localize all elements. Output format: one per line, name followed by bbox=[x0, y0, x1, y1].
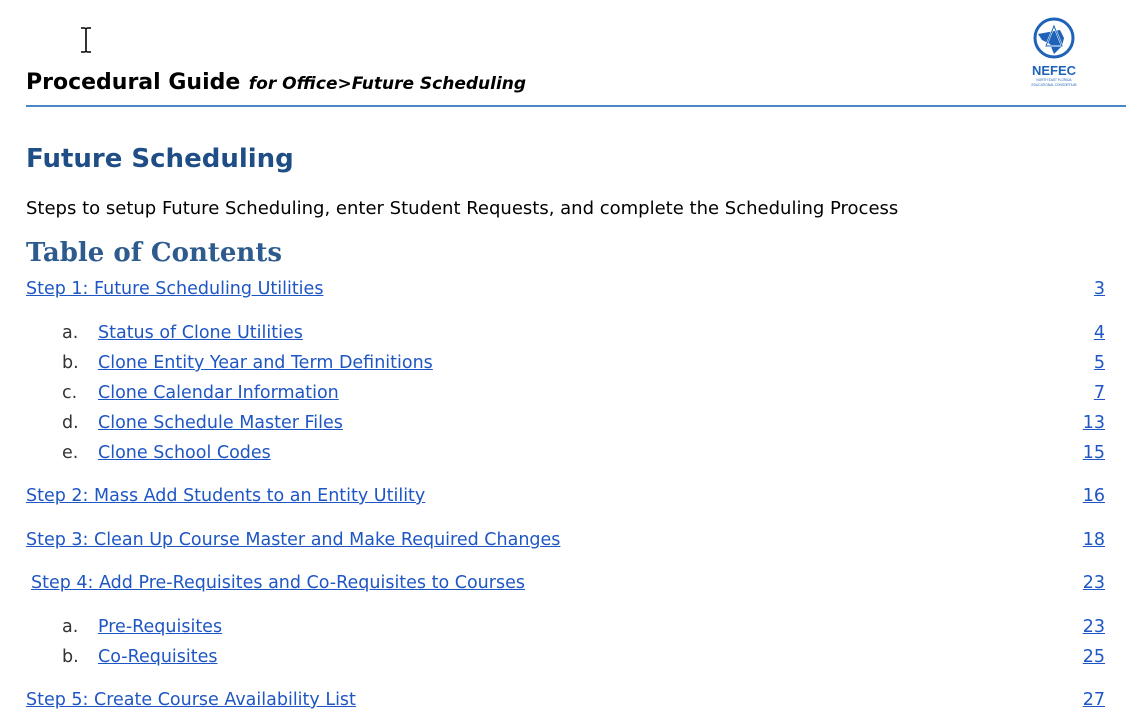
toc-entry[interactable] bbox=[0, 573, 1126, 599]
toc-entry-link[interactable]: Status of Clone Utilities bbox=[98, 323, 303, 343]
nefec-logo bbox=[1024, 16, 1088, 90]
toc-page-number[interactable]: 16 bbox=[1082, 486, 1105, 506]
toc-page-number[interactable]: 3 bbox=[1093, 279, 1105, 299]
toc-sub-letter: a. bbox=[62, 323, 79, 343]
guide-title: Procedural Guide bbox=[26, 70, 241, 95]
toc-entry-link[interactable]: Clone Calendar Information bbox=[98, 383, 339, 403]
toc-page-number[interactable]: 7 bbox=[1093, 383, 1105, 403]
toc-entry-link[interactable]: Step 1: Future Scheduling Utilities bbox=[26, 279, 324, 299]
toc-page-number[interactable]: 25 bbox=[1082, 647, 1105, 667]
logo-tagline-2: EDUCATIONAL CONSORTIUM bbox=[1031, 83, 1077, 87]
toc-sub-entry[interactable] bbox=[0, 617, 1126, 643]
toc-entry-link[interactable]: Clone Entity Year and Term Definitions bbox=[98, 353, 433, 373]
toc-page-number[interactable]: 15 bbox=[1082, 443, 1105, 463]
section-heading: Future Scheduling bbox=[26, 144, 294, 174]
toc-entry-link[interactable]: Pre-Requisites bbox=[98, 617, 223, 637]
toc-entry[interactable] bbox=[0, 486, 1126, 512]
toc-page-number[interactable]: 4 bbox=[1093, 323, 1105, 343]
toc-entry[interactable] bbox=[0, 530, 1126, 556]
toc-sub-letter: c. bbox=[62, 383, 78, 403]
toc-page-number[interactable]: 27 bbox=[1082, 690, 1105, 710]
document-header-title bbox=[26, 70, 526, 95]
toc-sub-letter: b. bbox=[62, 647, 79, 667]
toc-entry-link[interactable]: Step 5: Create Course Availability List bbox=[26, 690, 356, 710]
logo-wordmark: NEFEC bbox=[1031, 63, 1077, 78]
guide-subtitle: for Office>Future Scheduling bbox=[248, 74, 527, 94]
toc-page-number[interactable]: 23 bbox=[1082, 573, 1105, 593]
toc-sub-letter: a. bbox=[62, 617, 79, 637]
toc-entry-link[interactable]: Clone School Codes bbox=[98, 443, 271, 463]
toc-sub-entry[interactable] bbox=[0, 413, 1126, 439]
toc-sub-letter: e. bbox=[62, 443, 79, 463]
toc-entry[interactable] bbox=[0, 279, 1126, 305]
toc-sub-letter: b. bbox=[62, 353, 79, 373]
logo-tagline-1: NORTH EAST FLORIDA bbox=[1036, 78, 1072, 82]
toc-sub-entry[interactable] bbox=[0, 323, 1126, 349]
toc-entry-link[interactable]: Step 3: Clean Up Course Master and Make Required Changes bbox=[26, 530, 561, 550]
toc-entry-link[interactable]: Step 2: Mass Add Students to an Entity Utility bbox=[26, 486, 426, 506]
toc-page-number[interactable]: 23 bbox=[1082, 617, 1105, 637]
toc-page-number[interactable]: 13 bbox=[1082, 413, 1105, 433]
toc-entry[interactable] bbox=[0, 690, 1126, 716]
toc-sub-entry[interactable] bbox=[0, 443, 1126, 469]
header-divider bbox=[26, 105, 1126, 107]
toc-heading: Table of Contents bbox=[26, 238, 282, 268]
toc-sub-letter: d. bbox=[62, 413, 79, 433]
toc-entry-link[interactable]: Step 4: Add Pre-Requisites and Co-Requisites to Courses bbox=[31, 573, 525, 593]
toc-sub-entry[interactable] bbox=[0, 383, 1126, 409]
section-intro: Steps to setup Future Scheduling, enter Student Requests, and complete the Scheduling Process bbox=[26, 198, 899, 219]
toc-sub-entry[interactable] bbox=[0, 353, 1126, 379]
toc-entry-link[interactable]: Co-Requisites bbox=[98, 647, 218, 667]
text-cursor-icon bbox=[79, 27, 93, 53]
toc-sub-entry[interactable] bbox=[0, 647, 1126, 673]
toc-page-number[interactable]: 18 bbox=[1082, 530, 1105, 550]
toc-page-number[interactable]: 5 bbox=[1093, 353, 1105, 373]
toc-entry-link[interactable]: Clone Schedule Master Files bbox=[98, 413, 343, 433]
